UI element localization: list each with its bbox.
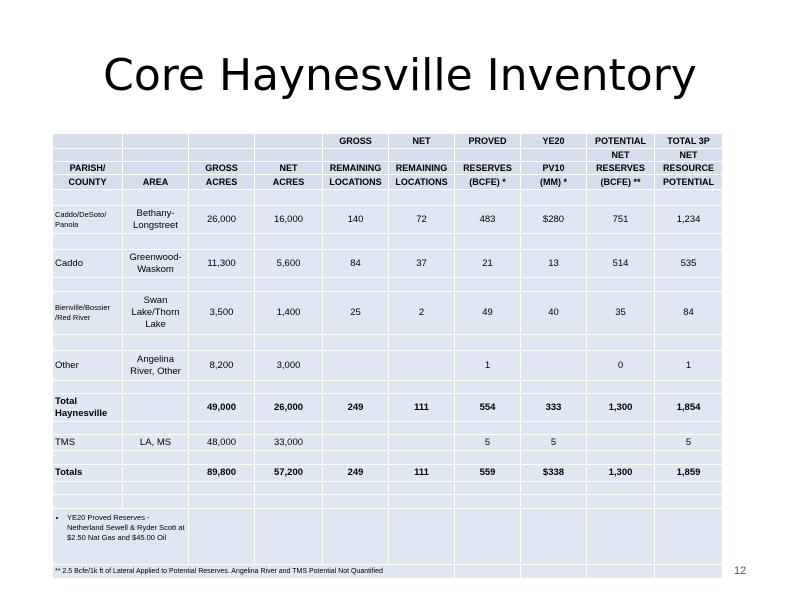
table-cell: 72	[389, 206, 455, 234]
table-cell: RESERVES	[455, 162, 521, 175]
table-cell: Totals	[53, 465, 123, 482]
table-cell	[655, 234, 723, 250]
table-cell: 84	[323, 250, 389, 278]
table-cell	[53, 234, 123, 250]
table-cell: ACRES	[189, 175, 255, 190]
table-cell	[255, 495, 323, 509]
table-cell	[123, 149, 189, 162]
table-cell	[521, 234, 587, 250]
header-row-3	[53, 162, 723, 175]
table-row	[53, 465, 723, 482]
spacer-row	[53, 335, 723, 351]
spacer-row	[53, 495, 723, 509]
table-cell: 514	[587, 250, 655, 278]
table-cell	[53, 335, 123, 351]
table-cell: (MM) *	[521, 175, 587, 190]
table-cell: 559	[455, 465, 521, 482]
table-cell: 5,600	[255, 250, 323, 278]
table-cell: 26,000	[189, 206, 255, 234]
table-cell: RESERVES	[587, 162, 655, 175]
table-cell	[655, 565, 723, 579]
table-cell: 48,000	[189, 435, 255, 451]
table-cell	[521, 509, 587, 565]
table-cell	[587, 381, 655, 394]
table-cell: RESOURCE	[655, 162, 723, 175]
table-cell	[255, 278, 323, 292]
table-cell	[521, 335, 587, 351]
table-cell: PV10	[521, 162, 587, 175]
table-cell: GROSS	[323, 134, 389, 149]
table-cell	[389, 278, 455, 292]
footnote-row	[53, 565, 723, 579]
table-cell	[53, 278, 123, 292]
table-cell	[53, 495, 123, 509]
table-cell	[53, 451, 123, 465]
table-cell	[189, 422, 255, 435]
footnote-text: ** 2.5 Bcfe/1k ft of Lateral Applied to Potential Reserves. Angelina River and TMS Potential Not Quantified	[53, 565, 455, 579]
table-cell: 3,000	[255, 351, 323, 381]
table-cell	[587, 509, 655, 565]
table-cell	[189, 134, 255, 149]
table-cell: 89,800	[189, 465, 255, 482]
table-cell	[255, 451, 323, 465]
table-cell	[655, 451, 723, 465]
table-cell: NET	[655, 149, 723, 162]
table-cell	[255, 482, 323, 495]
table-cell	[587, 565, 655, 579]
table-cell	[521, 190, 587, 206]
table-cell	[123, 335, 189, 351]
table-cell	[389, 149, 455, 162]
table-cell	[587, 234, 655, 250]
table-cell	[53, 482, 123, 495]
table-row	[53, 351, 723, 381]
table-cell	[123, 451, 189, 465]
table-cell	[389, 422, 455, 435]
table-cell	[455, 278, 521, 292]
table-cell: COUNTY	[53, 175, 123, 190]
table-row	[53, 435, 723, 451]
table-cell	[587, 482, 655, 495]
table-cell	[189, 451, 255, 465]
page-number: 12	[734, 565, 747, 577]
table-cell	[587, 335, 655, 351]
table-cell: ACRES	[255, 175, 323, 190]
table-cell: 40	[521, 292, 587, 335]
table-cell	[521, 565, 587, 579]
table-cell: 25	[323, 292, 389, 335]
table-cell: 483	[455, 206, 521, 234]
note-text: • YE20 Proved Reserves - Netherland Sewell & Ryder Scott at $2.50 Nat Gas and $45.00 Oil	[67, 513, 186, 543]
table-cell	[655, 278, 723, 292]
table-cell: 21	[455, 250, 521, 278]
table-cell	[389, 451, 455, 465]
table-cell: 140	[323, 206, 389, 234]
table-cell: LA, MS	[123, 435, 189, 451]
table-cell	[255, 134, 323, 149]
table-cell	[655, 190, 723, 206]
table-cell	[389, 509, 455, 565]
table-cell: $280	[521, 206, 587, 234]
table-cell	[189, 482, 255, 495]
table-cell: 1,859	[655, 465, 723, 482]
table-cell	[189, 278, 255, 292]
table-cell	[53, 149, 123, 162]
table-cell	[389, 335, 455, 351]
table-cell	[323, 451, 389, 465]
table-cell	[323, 190, 389, 206]
table-cell	[123, 162, 189, 175]
table-cell: PROVED	[455, 134, 521, 149]
table-cell: 1,300	[587, 465, 655, 482]
table-cell	[123, 495, 189, 509]
table-cell: REMAINING	[389, 162, 455, 175]
table-cell	[189, 495, 255, 509]
table-cell: 1	[455, 351, 521, 381]
table-cell	[189, 509, 255, 565]
table-cell: 111	[389, 394, 455, 422]
table-cell: TOTAL 3P	[655, 134, 723, 149]
table-cell	[323, 495, 389, 509]
table-cell	[255, 381, 323, 394]
table-row	[53, 250, 723, 278]
table-cell	[53, 422, 123, 435]
table-cell	[521, 495, 587, 509]
table-cell: 49	[455, 292, 521, 335]
spacer-row	[53, 422, 723, 435]
table-cell: (BCFE) *	[455, 175, 521, 190]
table-cell: 0	[587, 351, 655, 381]
table-cell	[587, 278, 655, 292]
table-cell	[455, 422, 521, 435]
table-cell	[53, 509, 189, 565]
table-cell: 37	[389, 250, 455, 278]
table-cell	[323, 234, 389, 250]
table-cell: 13	[521, 250, 587, 278]
table-cell: 333	[521, 394, 587, 422]
table-cell	[655, 482, 723, 495]
table-cell	[323, 482, 389, 495]
spacer-row	[53, 190, 723, 206]
table-cell: 49,000	[189, 394, 255, 422]
table-cell	[655, 495, 723, 509]
slide-title: Core Haynesville Inventory	[103, 50, 697, 101]
table-cell	[655, 509, 723, 565]
table-cell: 751	[587, 206, 655, 234]
table-cell: 2	[389, 292, 455, 335]
table-cell	[123, 394, 189, 422]
table-cell: Caddo	[53, 250, 123, 278]
table-cell	[521, 278, 587, 292]
table-cell	[389, 190, 455, 206]
table-cell: 16,000	[255, 206, 323, 234]
note-row	[53, 509, 723, 565]
table-cell: Bethany-Longstreet	[123, 206, 189, 234]
inventory-table	[52, 133, 723, 579]
table-cell: 5	[655, 435, 723, 451]
table-cell	[455, 509, 521, 565]
table-cell: GROSS	[189, 162, 255, 175]
table-cell: Swan Lake/Thorn Lake	[123, 292, 189, 335]
header-row-2	[53, 149, 723, 162]
table-cell: 1,300	[587, 394, 655, 422]
table-cell	[323, 435, 389, 451]
table-cell: Bienville/Bossier /Red River	[53, 292, 123, 335]
table-cell: Caddo/DeSoto/ Panola	[53, 206, 123, 234]
table-cell: YE20	[521, 134, 587, 149]
table-cell	[521, 351, 587, 381]
table-cell: NET	[255, 162, 323, 175]
table-cell: 57,200	[255, 465, 323, 482]
table-cell	[255, 509, 323, 565]
table-cell: AREA	[123, 175, 189, 190]
table-cell: 11,300	[189, 250, 255, 278]
table-cell: 5	[521, 435, 587, 451]
spacer-row	[53, 381, 723, 394]
table-cell: 5	[455, 435, 521, 451]
table-cell	[323, 149, 389, 162]
table-cell	[455, 335, 521, 351]
table-cell: 8,200	[189, 351, 255, 381]
table-cell: 1	[655, 351, 723, 381]
table-row	[53, 394, 723, 422]
table-cell	[189, 190, 255, 206]
table-row	[53, 206, 723, 234]
table-cell	[323, 278, 389, 292]
table-cell	[521, 381, 587, 394]
table-cell	[455, 451, 521, 465]
table-cell	[655, 422, 723, 435]
table-cell: Greenwood-Waskom	[123, 250, 189, 278]
table-cell	[389, 482, 455, 495]
table-cell	[455, 234, 521, 250]
table-cell: Total Haynesville	[53, 394, 123, 422]
table-cell: LOCATIONS	[389, 175, 455, 190]
table-cell: 84	[655, 292, 723, 335]
table-cell	[123, 134, 189, 149]
table-cell	[587, 435, 655, 451]
table-cell: 111	[389, 465, 455, 482]
table-cell	[123, 234, 189, 250]
spacer-row	[53, 278, 723, 292]
table-cell	[521, 482, 587, 495]
table-cell: LOCATIONS	[323, 175, 389, 190]
table-cell	[655, 381, 723, 394]
table-cell	[189, 381, 255, 394]
table-cell	[255, 422, 323, 435]
table-cell	[123, 190, 189, 206]
table-cell: POTENTIAL	[655, 175, 723, 190]
table-cell	[53, 134, 123, 149]
spacer-row	[53, 451, 723, 465]
table-cell: $338	[521, 465, 587, 482]
table-cell	[455, 381, 521, 394]
table-cell: NET	[389, 134, 455, 149]
table-row	[53, 292, 723, 335]
table-cell	[455, 482, 521, 495]
table-cell: 1,854	[655, 394, 723, 422]
header-row-4	[53, 175, 723, 190]
table-cell	[521, 451, 587, 465]
table-cell	[587, 451, 655, 465]
table-cell	[189, 234, 255, 250]
table-cell	[123, 381, 189, 394]
table-cell	[323, 351, 389, 381]
table-cell: 26,000	[255, 394, 323, 422]
table-cell	[323, 422, 389, 435]
table-cell: NET	[587, 149, 655, 162]
table-cell	[123, 465, 189, 482]
table-cell	[255, 335, 323, 351]
table-cell	[389, 234, 455, 250]
table-cell: PARISH/	[53, 162, 123, 175]
table-cell	[323, 509, 389, 565]
table-cell	[455, 495, 521, 509]
table-cell: 33,000	[255, 435, 323, 451]
table-cell	[389, 435, 455, 451]
table-cell	[323, 381, 389, 394]
table-cell: POTENTIAL	[587, 134, 655, 149]
table-cell: REMAINING	[323, 162, 389, 175]
table-cell	[123, 278, 189, 292]
table-cell	[389, 381, 455, 394]
table-cell	[587, 422, 655, 435]
table-cell: Angelina River, Other	[123, 351, 189, 381]
spacer-row	[53, 234, 723, 250]
table-cell	[53, 190, 123, 206]
table-cell: 249	[323, 394, 389, 422]
table-cell	[255, 190, 323, 206]
table-cell	[323, 335, 389, 351]
table-cell: 35	[587, 292, 655, 335]
table-cell	[123, 482, 189, 495]
table-cell	[123, 422, 189, 435]
table-cell	[455, 190, 521, 206]
table-cell	[521, 422, 587, 435]
table-cell	[521, 149, 587, 162]
table-cell	[189, 149, 255, 162]
table-cell: Other	[53, 351, 123, 381]
table-cell	[255, 149, 323, 162]
table-cell	[455, 149, 521, 162]
table-cell: TMS	[53, 435, 123, 451]
table-cell: 249	[323, 465, 389, 482]
table-cell	[455, 565, 521, 579]
table-cell: 1,400	[255, 292, 323, 335]
table-cell: 1,234	[655, 206, 723, 234]
table-cell	[587, 495, 655, 509]
table-cell: (BCFE) **	[587, 175, 655, 190]
table-cell: 554	[455, 394, 521, 422]
table-cell	[389, 495, 455, 509]
table-cell	[587, 190, 655, 206]
table-cell	[255, 234, 323, 250]
table-cell: 3,500	[189, 292, 255, 335]
table-cell	[53, 381, 123, 394]
table-cell	[189, 335, 255, 351]
table-cell	[655, 335, 723, 351]
table-cell: 535	[655, 250, 723, 278]
spacer-row	[53, 482, 723, 495]
table-cell	[389, 351, 455, 381]
header-row-1	[53, 134, 723, 149]
